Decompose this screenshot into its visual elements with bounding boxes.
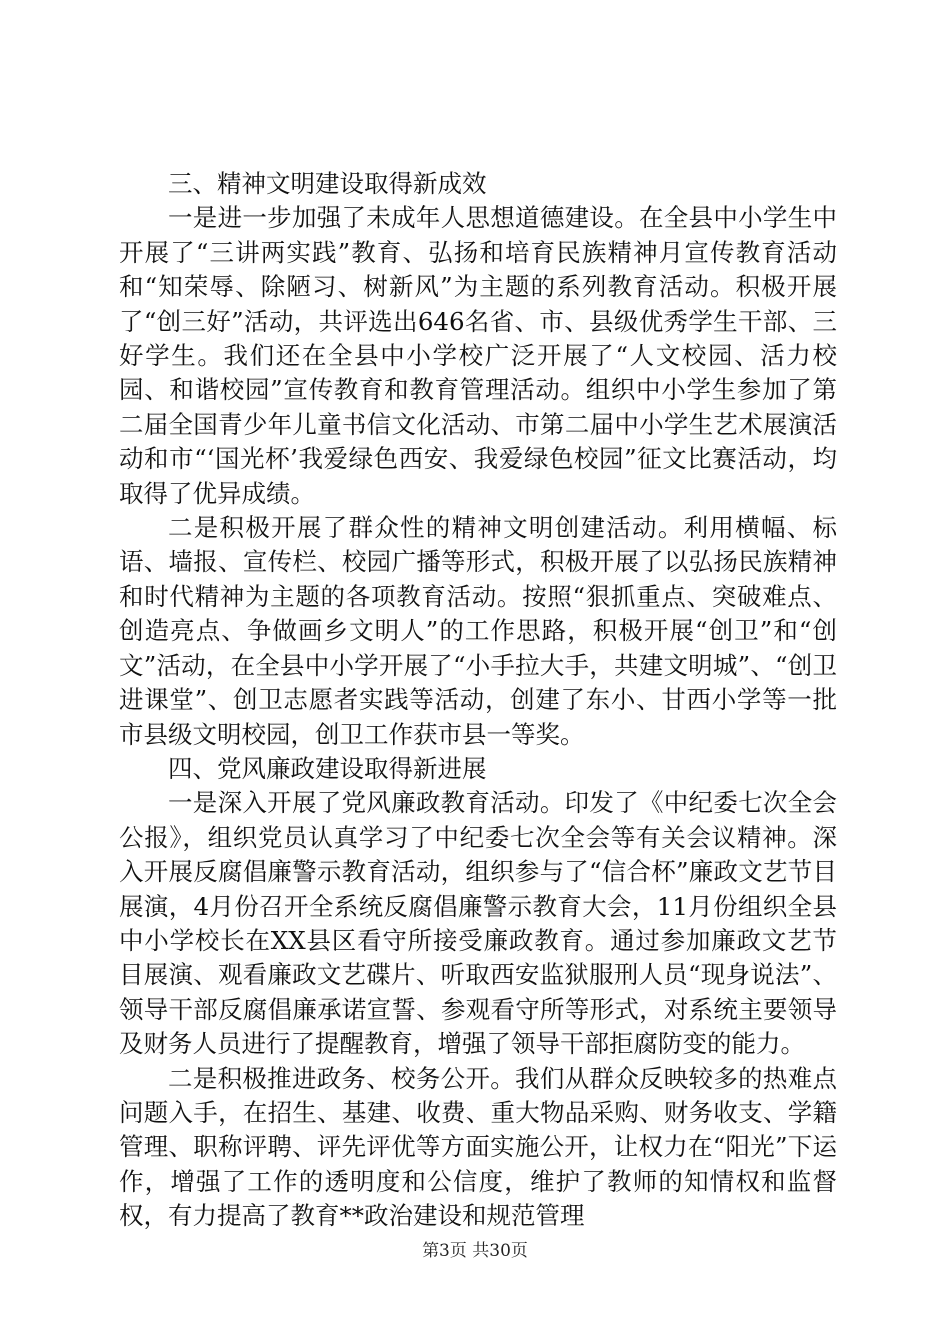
page-footer: 第3页 共30页: [422, 1241, 528, 1261]
document-body: [119, 167, 837, 1234]
body-paragraph: 一是进一步加强了未成年人思想道德建设。在全县中小学生中开展了“三讲两实践”教育、弘扬和培育民族精神月宣传教育活动和“知荣辱、除陋习、树新风”为主题的系列教育活动。积极开展了“创三好”活动，共评选出646名省、市、县级优秀学生干部、三好学生。我们还在全县中小学校广泛开展了“人文校园、活力校园、和谐校园”宣传教育和教育管理活动。组织中小学生参加了第二届全国青少年儿童书信文化活动、市第二届中小学生艺术展演活动和市“‘国光杯’我爱绿色西安、我爱绿色校园”征文比赛活动，均取得了优异成绩。: [119, 203, 837, 508]
body-paragraph: 二是积极推进政务、校务公开。我们从群众反映较多的热难点问题入手，在招生、基建、收费、重大物品采购、财务收支、学籍管理、职称评聘、评先评优等方面实施公开，让权力在“阳光”下运作，增强了工作的透明度和公信度，维护了教师的知情权和监督权，有力提高了教育**政治建设和规范管理: [119, 1063, 837, 1231]
body-paragraph: 二是积极开展了群众性的精神文明创建活动。利用横幅、标语、墙报、宣传栏、校园广播等形式，积极开展了以弘扬民族精神和时代精神为主题的各项教育活动。按照“狠抓重点、突破难点、创造亮点、争做画乡文明人”的工作思路，积极开展“创卫”和“创文”活动，在全县中小学开展了“小手拉大手，共建文明城”、“创卫进课堂”、创卫志愿者实践等活动，创建了东小、甘西小学等一批市县级文明校园，创卫工作获市县一等奖。: [119, 513, 837, 749]
section-heading-3: 三、精神文明建设取得新成效: [168, 169, 487, 198]
section-heading-4: 四、党风廉政建设取得新进展: [168, 753, 487, 783]
body-paragraph: 一是深入开展了党风廉政教育活动。印发了《中纪委七次全会公报》，组织党员认真学习了中纪委七次全会等有关会议精神。深入开展反腐倡廉警示教育活动，组织参与了“信合杯”廉政文艺节目展演，4月份召开全系统反腐倡廉警示教育大会，11月份组织全县中小学校长在XX县区看守所接受廉政教育。通过参加廉政文艺节目展演、观看廉政文艺碟片、听取西安监狱服刑人员“现身说法”、领导干部反腐倡廉承诺宣誓、参观看守所等形式，对系统主要领导及财务人员进行了提醒教育，增强了领导干部拒腐防变的能力。: [119, 788, 837, 1059]
